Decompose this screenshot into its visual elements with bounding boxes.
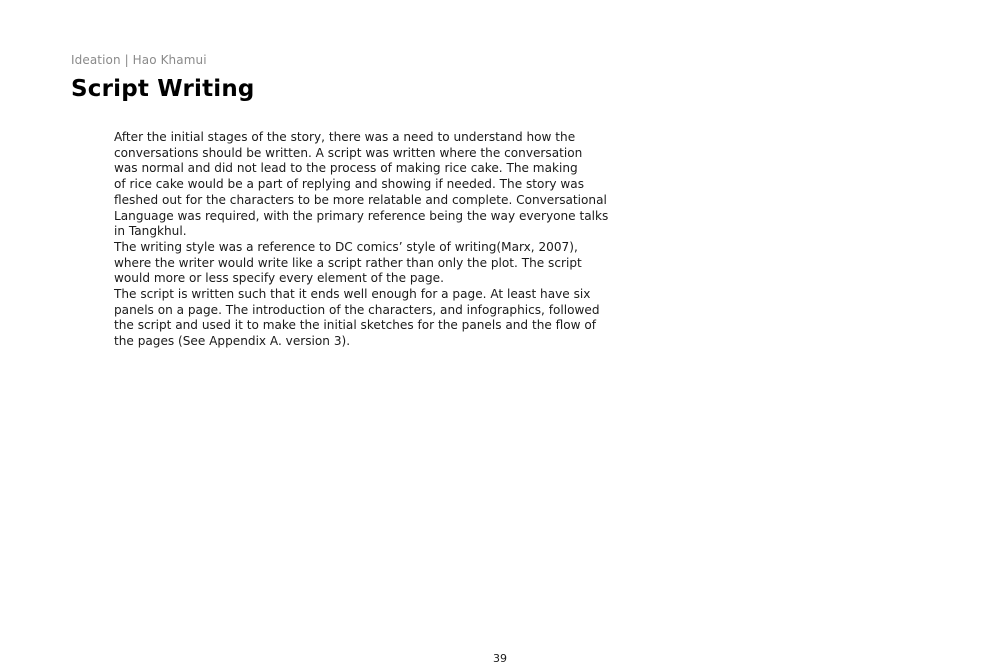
body-line: of rice cake would be a part of replying and showing if needed. The story was (114, 177, 585, 192)
body-line: in Tangkhul. (114, 224, 187, 239)
body-line: After the initial stages of the story, there was a need to understand how the (114, 130, 576, 144)
page-number: 39 (493, 652, 507, 665)
body-line: The writing style was a reference to DC comics’ style of writing(Marx, 2007), (114, 239, 578, 254)
body-line: the script and used it to make the initial sketches for the panels and the flow of (114, 318, 597, 333)
breadcrumb: Ideation | Hao Khamui (71, 53, 207, 67)
page-title: Script Writing (71, 76, 255, 102)
body-line: where the writer would write like a script rather than only the plot. The script (114, 255, 582, 270)
body-line: was normal and did not lead to the process of making rice cake. The making (114, 161, 578, 176)
body-line: would more or less specify every element of the page. (114, 271, 444, 286)
body-line: Language was required, with the primary reference being the way everyone talks (114, 208, 609, 223)
body-line: The script is written such that it ends well enough for a page. At least have six (114, 287, 591, 302)
body-line: fleshed out for the characters to be more relatable and complete. Conversational (114, 192, 607, 207)
body-text (114, 130, 609, 350)
body-line: conversations should be written. A script was written where the conversation (114, 145, 583, 160)
body-line: panels on a page. The introduction of the characters, and infographics, followed (114, 302, 600, 317)
body-line: the pages (See Appendix A. version 3). (114, 334, 351, 349)
